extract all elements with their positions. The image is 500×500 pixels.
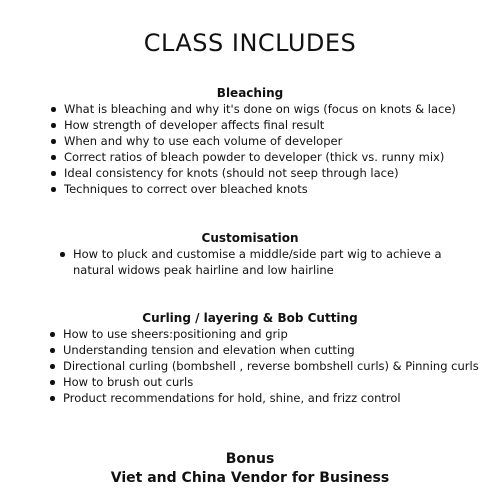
bonus-text: Viet and China Vendor for Business (110, 470, 390, 486)
list-item: When and why to use each volume of developer (48, 133, 488, 149)
list-item: Techniques to correct over bleached knots (48, 181, 488, 197)
list-item: How to pluck and customise a middle/side part wig to achieve a natural widows peak hairline and low hairline (57, 246, 477, 278)
section-heading-customisation: Customisation (201, 231, 299, 245)
page-title: CLASS INCLUDES (143, 29, 357, 57)
section-heading-curling: Curling / layering & Bob Cutting (142, 311, 358, 325)
list-item: Understanding tension and elevation when cutting (47, 342, 495, 358)
list-item: Product recommendations for hold, shine, and frizz control (47, 390, 495, 406)
bleaching-list (48, 101, 488, 197)
list-item: How strength of developer affects final result (48, 117, 488, 133)
list-item: Correct ratios of bleach powder to developer (thick vs. runny mix) (48, 149, 488, 165)
list-item: Ideal consistency for knots (should not seep through lace) (48, 165, 488, 181)
list-item: How to use sheers:positioning and grip (47, 326, 495, 342)
list-item: Directional curling (bombshell , reverse bombshell curls) & Pinning curls (47, 358, 495, 374)
section-heading-bleaching: Bleaching (216, 86, 284, 100)
list-item: What is bleaching and why it's done on wigs (focus on knots & lace) (48, 101, 488, 117)
customisation-list (57, 246, 477, 278)
curling-list (47, 326, 495, 406)
bonus-label: Bonus (225, 451, 275, 467)
list-item: How to brush out curls (47, 374, 495, 390)
